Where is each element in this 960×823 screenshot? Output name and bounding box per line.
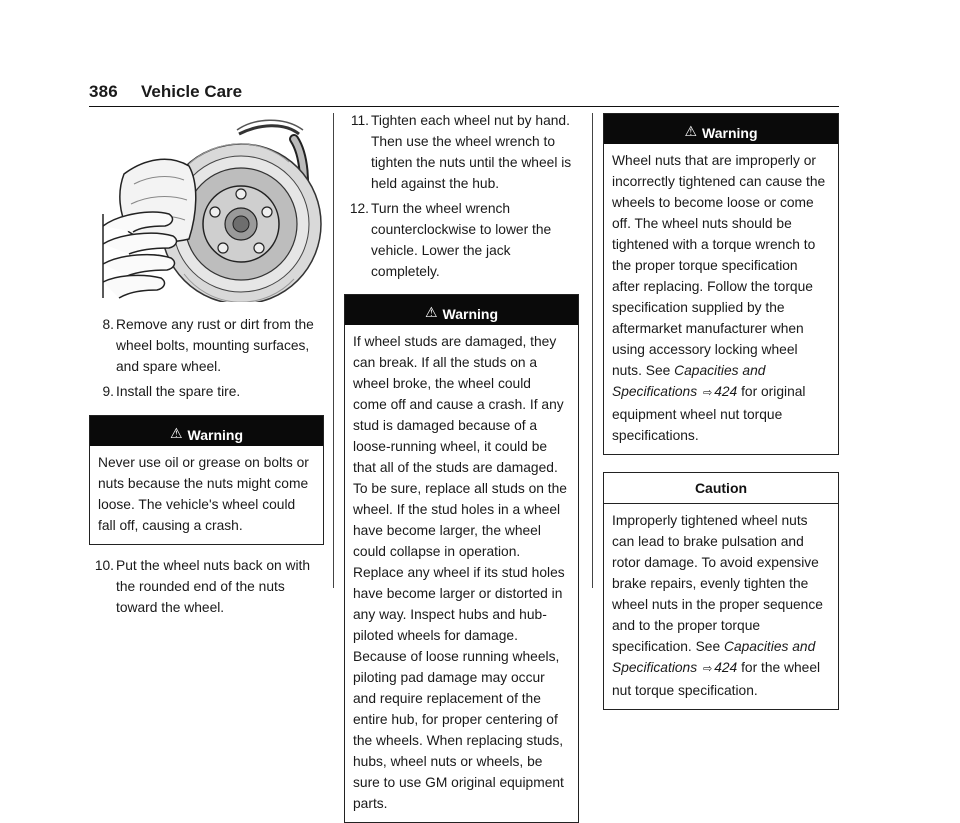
step-number: 10. <box>94 558 114 573</box>
step-text: Remove any rust or dirt from the wheel bolts, mounting surfaces, and spare wheel. <box>116 317 314 374</box>
step-8 <box>89 314 324 377</box>
caution-text: Improperly tightened wheel nuts can lead to brake pulsation and rotor damage. To avoid expensive brake repairs, evenly tighten the wheel nuts in the proper sequence and to the proper torque specification. See <box>612 513 823 654</box>
warning-box-wheel-nuts <box>603 113 839 455</box>
page-reference-number[interactable]: 424 <box>714 660 738 675</box>
caution-text-end: for the wheel nut torque specification. <box>612 660 821 698</box>
cross-reference-link[interactable]: Capacities and Specifications <box>612 639 816 675</box>
step-text: Put the wheel nuts back on with the rounded end of the nuts toward the wheel. <box>116 558 311 615</box>
step-11 <box>344 110 579 194</box>
warning-title: Warning <box>442 306 499 322</box>
warning-title: Warning <box>702 125 758 141</box>
warning-title: Warning <box>187 427 244 443</box>
page-number: 386 <box>89 82 118 101</box>
caution-body <box>604 504 838 709</box>
warning-triangle-icon: ⚠ <box>169 425 183 441</box>
step-number: 11. <box>350 113 369 128</box>
wheel-hub-cleaning-illustration <box>89 114 324 302</box>
step-number: 12. <box>349 201 369 216</box>
cross-reference-link[interactable]: Capacities and Specifications <box>612 363 766 399</box>
warning-body: Never use oil or grease on bolts or nuts because the nuts might come loose. The vehicle's wheel could fall off, causing a crash. <box>98 455 309 533</box>
caution-box <box>603 472 839 710</box>
warning-box-oil-grease <box>89 415 324 545</box>
page-header <box>89 80 839 107</box>
step-10 <box>89 555 324 618</box>
caution-header: Caution <box>604 473 838 504</box>
warning-header <box>90 416 323 446</box>
warning-text-end: for original equipment wheel nut torque specifications. <box>612 384 806 443</box>
warning-header <box>345 295 578 325</box>
column-2 <box>344 110 579 823</box>
brake-rotor-hand-illustration <box>89 114 324 302</box>
warning-text: Wheel nuts that are improperly or incorrectly tightened can cause the wheels to become loose or come off. The wheel nuts should be tightened with a torque wrench to the proper torque specification after replacing. Follow the torque specification supplied by the aftermarket manufacturer when using accessory locking wheel nuts. See <box>612 153 826 378</box>
page-reference-arrow-icon: ⇨ <box>702 663 713 675</box>
step-text: Turn the wheel wrench counterclockwise to lower the vehicle. Lower the jack completely. <box>371 201 552 279</box>
page-reference-number[interactable]: 424 <box>714 384 738 399</box>
page-reference-arrow-icon: ⇨ <box>702 387 713 399</box>
section-title: Vehicle Care <box>141 82 243 101</box>
warning-header <box>604 114 838 144</box>
step-number: 8. <box>102 317 114 332</box>
column-3 <box>603 110 839 710</box>
warning-box-wheel-studs <box>344 294 579 823</box>
warning-body <box>604 144 838 454</box>
column-divider <box>592 113 593 588</box>
step-number: 9. <box>102 384 114 399</box>
column-divider <box>333 113 334 588</box>
warning-triangle-icon: ⚠ <box>424 304 438 320</box>
step-12 <box>344 198 579 282</box>
warning-body: If wheel studs are damaged, they can break. If all the studs on a wheel broke, the wheel could come off and cause a crash. If any stud is damaged because of a loose-running wheel, it could be that all of the studs are damaged. To be sure, replace all studs on the wheel. If the stud holes in a wheel have become larger, the wheel could collapse in operation. Replace any wheel if its stud holes have become larger or distorted in any way. Inspect hubs and hub-piloted wheels for damage. Because of loose running wheels, piloting pad damage may occur and require replacement of the entire hub, for proper centering of the wheels. When replacing studs, hubs, wheel nuts or wheels, be sure to use GM original equipment parts. <box>353 334 567 811</box>
warning-triangle-icon: ⚠ <box>684 123 698 139</box>
column-1 <box>89 110 324 622</box>
step-9 <box>89 381 324 402</box>
step-text: Install the spare tire. <box>116 384 241 399</box>
step-text: Tighten each wheel nut by hand. Then use the wheel wrench to tighten the nuts until the wheel is held against the hub. <box>371 113 572 191</box>
